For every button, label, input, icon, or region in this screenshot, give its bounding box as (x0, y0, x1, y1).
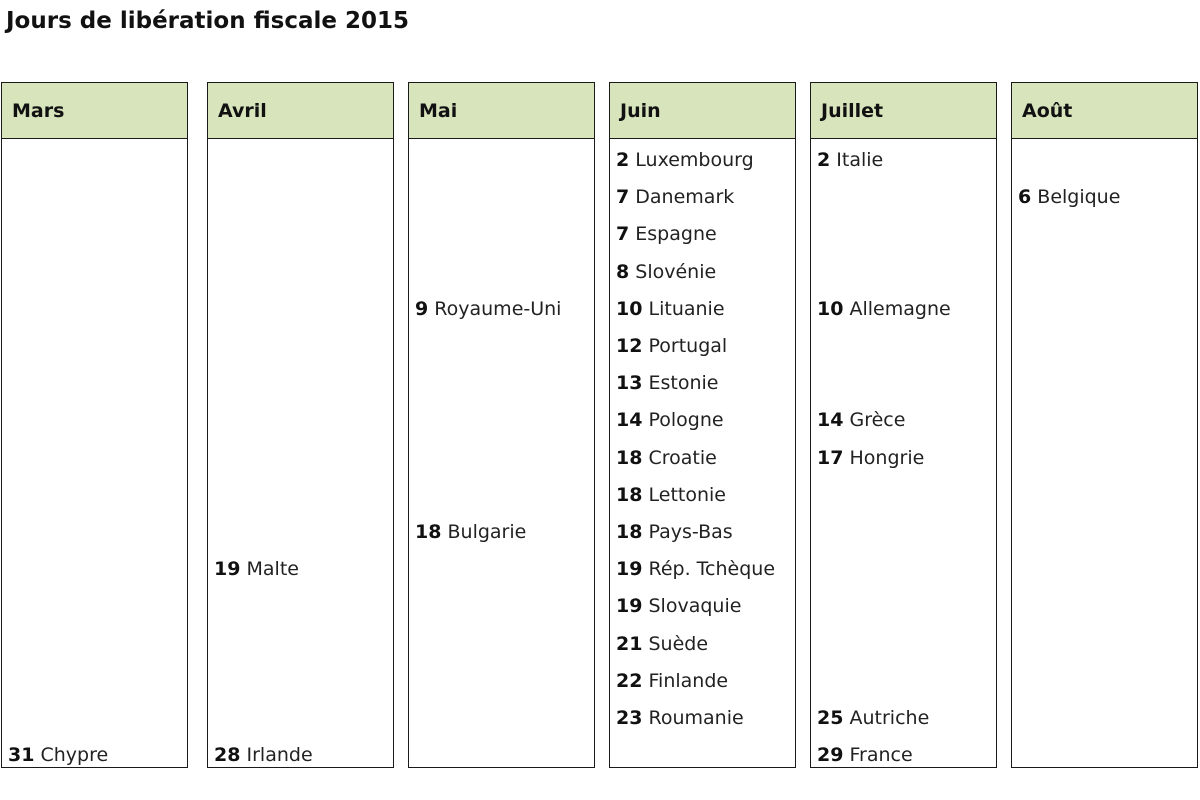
calendar-entry (616, 632, 708, 656)
entry-country: Allemagne (849, 297, 951, 320)
calendar-entry (616, 706, 744, 730)
month-header: Juillet (811, 83, 996, 139)
calendar-entry (817, 297, 951, 321)
calendar-entry (616, 222, 717, 246)
column-0 (1, 82, 188, 768)
month-header: Juin (610, 83, 795, 139)
calendar-entry (415, 520, 526, 544)
column-2 (408, 82, 595, 768)
entry-country: Croatie (648, 446, 717, 469)
entry-day: 10 (616, 297, 643, 320)
calendar-entry (616, 260, 716, 284)
entry-country: Estonie (648, 372, 719, 395)
column-4 (810, 82, 997, 768)
entry-day: 6 (1018, 186, 1032, 209)
entry-country: Chypre (40, 744, 109, 767)
column-5 (1011, 82, 1198, 768)
entry-day: 19 (616, 595, 643, 618)
calendar-entry (817, 408, 905, 432)
entry-country: Autriche (849, 707, 930, 729)
calendar-entry (616, 371, 719, 395)
calendar-entry (616, 334, 727, 358)
month-header: Mai (409, 83, 594, 139)
page-title: Jours de libération fiscale 2015 (6, 8, 409, 34)
entry-country: Slovaquie (648, 595, 742, 618)
calendar-entry (817, 148, 883, 172)
calendar-entry (1018, 185, 1120, 209)
entry-country: Malte (246, 558, 299, 581)
entry-day: 18 (616, 483, 643, 506)
entry-country: Pologne (648, 409, 724, 432)
calendar-entry (214, 557, 299, 581)
calendar-entry (616, 520, 733, 544)
entry-country: Lituanie (648, 297, 725, 320)
entry-day: 2 (616, 149, 630, 171)
entry-country: Grèce (849, 409, 906, 432)
entry-country: Belgique (1037, 186, 1121, 209)
entry-country: Suède (648, 632, 709, 655)
calendar-entry (8, 743, 108, 767)
entry-country: France (849, 744, 913, 767)
entry-day: 29 (817, 744, 844, 767)
calendar-entry (616, 148, 754, 172)
entry-day: 19 (214, 558, 241, 581)
entry-day: 28 (214, 744, 241, 767)
calendar-entry (616, 408, 724, 432)
calendar-entry (616, 297, 725, 321)
column-3 (609, 82, 796, 768)
entry-day: 31 (8, 744, 35, 767)
entry-day: 7 (616, 186, 630, 209)
calendar-entry (616, 557, 775, 581)
calendar-entry (616, 669, 728, 693)
calendar-entry (616, 185, 734, 209)
entry-day: 19 (616, 558, 643, 581)
entry-day: 14 (616, 409, 643, 432)
column-1 (207, 82, 394, 768)
calendar-entry (616, 446, 717, 470)
entry-day: 13 (616, 372, 643, 395)
calendar-entry (817, 706, 929, 730)
calendar-entry (817, 743, 913, 767)
entry-day: 7 (616, 223, 630, 246)
entry-day: 17 (817, 446, 844, 469)
entry-day: 8 (616, 260, 630, 283)
entry-country: Lettonie (648, 483, 726, 506)
entry-country: Royaume-Uni (434, 297, 562, 320)
calendar-entry (817, 446, 924, 470)
entry-day: 18 (616, 446, 643, 469)
calendar-entry (616, 594, 741, 618)
entry-country: Portugal (648, 335, 728, 357)
calendar-entry (415, 297, 561, 321)
entry-day: 10 (817, 297, 844, 320)
entry-day: 23 (616, 707, 643, 729)
entry-country: Espagne (635, 223, 717, 246)
entry-day: 22 (616, 669, 643, 692)
entry-day: 9 (415, 297, 429, 320)
calendar-entry (616, 483, 726, 507)
month-header: Avril (208, 83, 393, 139)
entry-day: 21 (616, 632, 643, 655)
calendar-entry (214, 743, 313, 767)
entry-day: 18 (415, 521, 442, 543)
entry-day: 12 (616, 335, 643, 357)
entry-country: Pays-Bas (648, 521, 733, 543)
entry-country: Bulgarie (447, 521, 527, 543)
entry-day: 25 (817, 707, 844, 729)
entry-country: Roumanie (648, 707, 744, 729)
entry-day: 2 (817, 149, 831, 171)
month-header: Août (1012, 83, 1197, 139)
entry-country: Hongrie (849, 446, 925, 469)
month-header: Mars (2, 83, 187, 139)
entry-day: 18 (616, 521, 643, 543)
entry-country: Finlande (648, 669, 729, 692)
entry-country: Rép. Tchèque (648, 558, 776, 581)
entry-country: Italie (836, 149, 884, 171)
entry-day: 14 (817, 409, 844, 432)
entry-country: Irlande (246, 744, 313, 767)
entry-country: Danemark (635, 186, 735, 209)
entry-country: Luxembourg (635, 149, 754, 171)
entry-country: Slovénie (635, 260, 717, 283)
